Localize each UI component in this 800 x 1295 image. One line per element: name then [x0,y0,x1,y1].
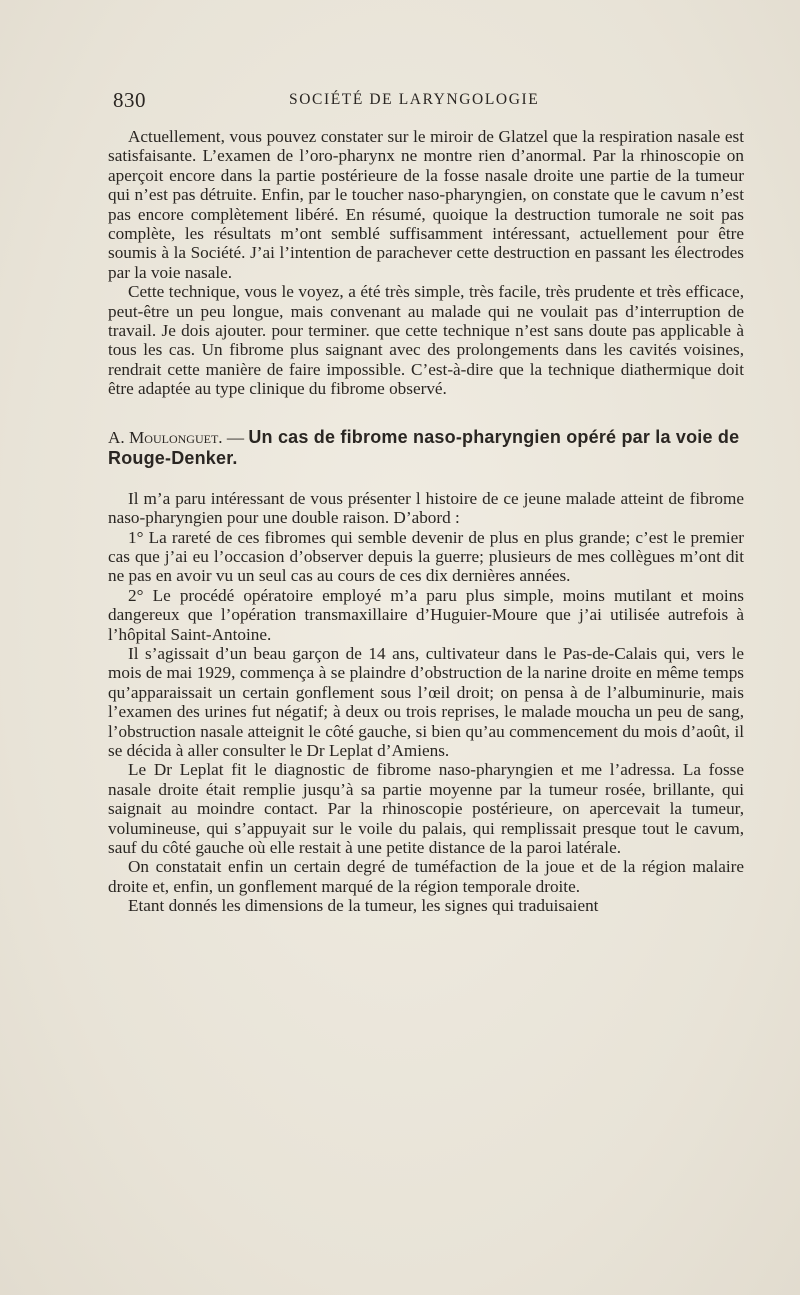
paragraph: Le Dr Leplat fit le diagnostic de fibrome naso-pharyngien et me l’adressa. La fosse nasale droite était remplie jusqu’à sa partie moyenne par la tumeur rosée, brillante, qui saignait au moindre contact. Par la rhinoscopie postérieure, on apercevait la tumeur, volumineuse, qui s’appuyait sur le voile du palais, qui remplissait presque tout le cavum, sauf du côté gauche où elle restait à une petite distance de la paroi latérale. [108,760,744,857]
running-title: SOCIÉTÉ DE LARYNGOLOGIE [289,91,540,108]
section-heading [108,427,744,469]
section-title: Un cas de fibrome naso-pharyngien opéré par la voie de Rouge-Denker. [108,426,740,468]
paragraph: Il s’agissait d’un beau garçon de 14 ans, cultivateur dans le Pas-de-Calais qui, vers le mois de mai 1929, commença à se plaindre d’obstruction de la narine droite en même temps qu’apparaissait un certain gonflement sous l’œil droit; on pensa à de l’albuminurie, mais l’examen des urines fut négatif; à deux ou trois reprises, le malade moucha un peu de sang, l’obstruction nasale atteignit le côté gauche, si bien qu’au commencement du mois d’août, il se décida à aller consulter le Dr Leplat d’Amiens. [108,643,744,760]
paragraph: Cette technique, vous le voyez, a été très simple, très facile, très prudente et très efficace, peut-être un peu longue, mais convenant au malade qui ne voulait pas d’interruption de travail. Je dois ajouter. pour terminer. que cette technique n’est sans doute pas applicable à tous les cas. Un fibrome plus saignant avec des prolongements dans les cavités voisines, rendrait cette manière de faire impossible. C’est-à-dire que la technique diathermique doit être adaptée au type clinique du fibrome observé. [108,282,744,399]
paragraph: Actuellement, vous pouvez constater sur le miroir de Glatzel que la respiration nasale est satisfaisante. L’examen de l’oro-pharynx ne montre rien d’anormal. Par la rhinoscopie on aperçoit encore dans la partie postérieure de la fosse nasale droite une partie de la tumeur qui n’est pas détruite. Enfin, par le toucher naso-pharyngien, on constate que le cavum n’est pas encore complètement libéré. En résumé, quoique la destruction tumorale ne soit pas complète, les résultats m’ont semblé suffisamment intéressant, actuellement pour être soumis à la Société. J’ai l’intention de parachever cette destruction en passant les électrodes par la voie nasale. [108,127,744,282]
paragraph: 2° Le procédé opératoire employé m’a paru plus simple, moins mutilant et moins dangereux que l’opération transmaxillaire d’Huguier-Moure que j’ai utilisée autrefois à l’hôpital Saint-Antoine. [108,585,744,644]
body-text [108,127,744,916]
page-header [113,88,748,114]
paragraph: Etant donnés les dimensions de la tumeur, les signes qui traduisaient [128,896,599,916]
paragraph: Il m’a paru intéressant de vous présenter l histoire de ce jeune malade atteint de fibrome naso-pharyngien pour une double raison. D’abord : [108,488,744,528]
paragraph: 1° La rareté de ces fibromes qui semble devenir de plus en plus grande; c’est le premier cas que j’ai eu l’occasion d’observer depuis la guerre; plusieurs de mes collègues m’ont dit ne pas en avoir vu un seul cas au cours de ces dix dernières années. [108,527,744,586]
section-dash: — [222,427,249,447]
section-author: A. Moulonguet. [108,427,223,447]
paragraph: On constatait enfin un certain degré de tuméfaction de la joue et de la région malaire droite et, enfin, un gonflement marqué de la région temporale droite. [108,857,744,896]
page-number: 830 [113,88,146,112]
